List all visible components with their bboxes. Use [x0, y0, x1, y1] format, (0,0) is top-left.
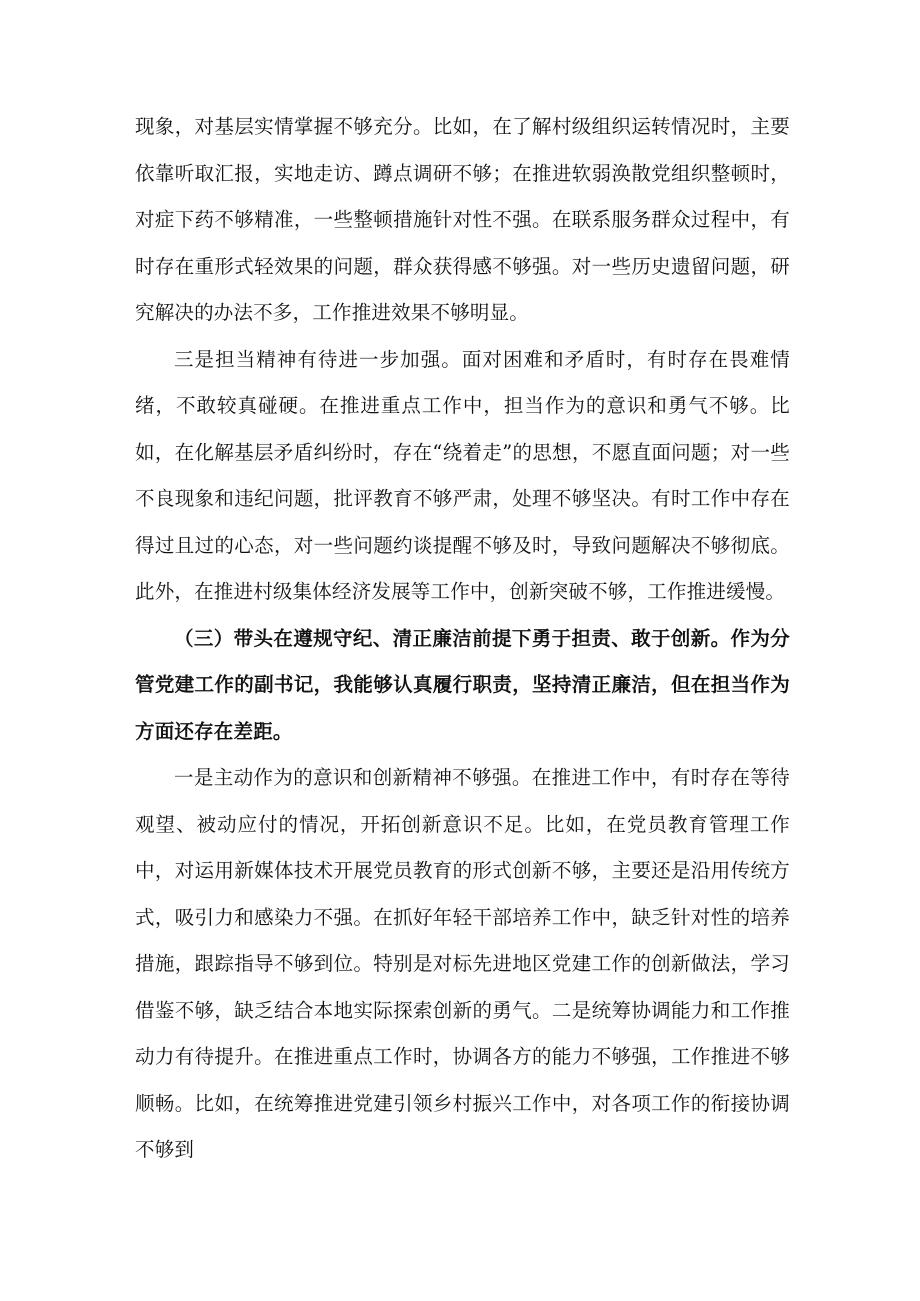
- paragraph-1: 现象，对基层实情掌握不够充分。比如，在了解村级组织运转情况时，主要依靠听取汇报，实地走访、蹲点调研不够；在推进软弱涣散党组织整顿时，对症下药不够精准，一些整顿措施针对性不强。在联系服务群众过程中，有时存在重形式轻效果的问题，群众获得感不够强。对一些历史遗留问题，研究解决的办法不多，工作推进效果不够明显。: [135, 115, 790, 324]
- section-heading-paragraph: （三）带头在遵规守纪、清正廉洁前提下勇于担责、敢于创新。作为分管党建工作的副书记，我能够认真履行职责，坚持清正廉洁，但在担当作为方面还存在差距。: [135, 626, 790, 743]
- document-page: [135, 104, 790, 1174]
- paragraph-2: 三是担当精神有待进一步加强。面对困难和矛盾时，有时存在畏难情绪，不敢较真碰硬。在推进重点工作中，担当作为的意识和勇气不够。比如，在化解基层矛盾纠纷时，存在“绕着走”的思想，不愿直面问题；对一些不良现象和违纪问题，批评教育不够严肃，处理不够坚决。有时工作中存在得过且过的心态，对一些问题约谈提醒不够及时，导致问题解决不够彻底。此外，在推进村级集体经济发展等工作中，创新突破不够，工作推进缓慢。: [135, 347, 790, 603]
- paragraph-4: 一是主动作为的意识和创新精神不够强。在推进工作中，有时存在等待观望、被动应付的情况，开拓创新意识不足。比如，在党员教育管理工作中，对运用新媒体技术开展党员教育的形式创新不够，主要还是沿用传统方式，吸引力和感染力不强。在抓好年轻干部培养工作中，缺乏针对性的培养措施，跟踪指导不够到位。特别是对标先进地区党建工作的创新做法，学习借鉴不够，缺乏结合本地实际探索创新的勇气。二是统筹协调能力和工作推动力有待提升。在推进重点工作时，协调各方的能力不够强，工作推进不够顺畅。比如，在统筹推进党建引领乡村振兴工作中，对各项工作的衔接协调不够到: [135, 766, 790, 1161]
